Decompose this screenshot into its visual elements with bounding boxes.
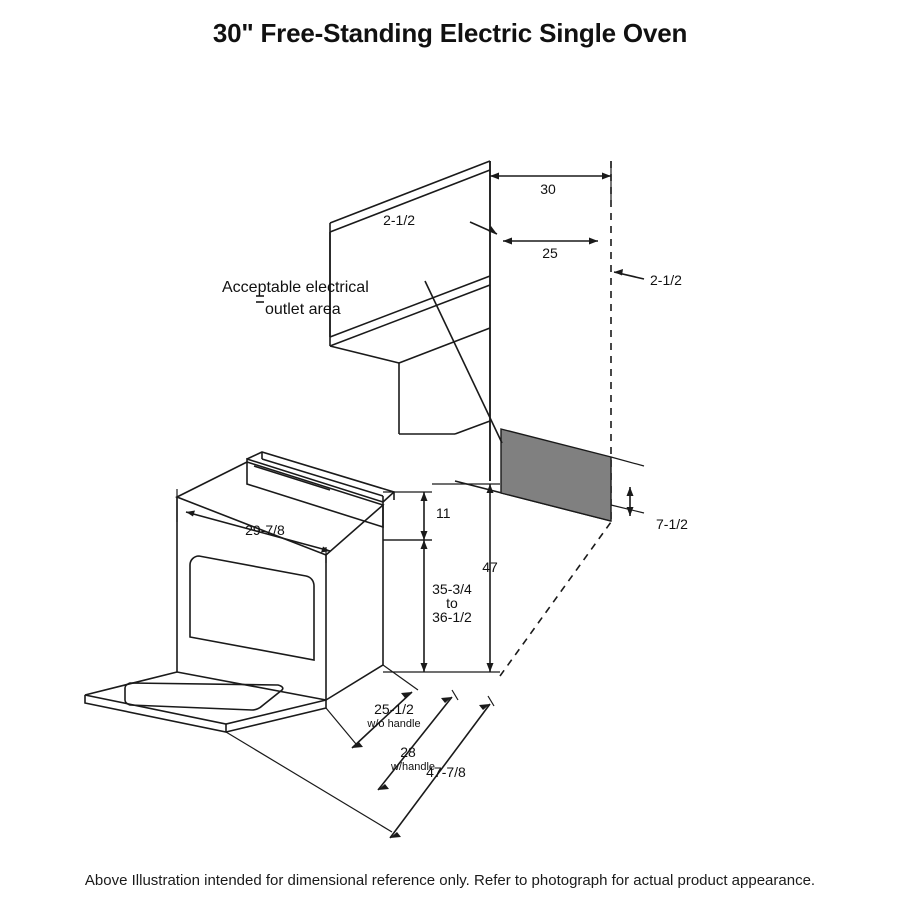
- label-depth-door-open: 47-7/8: [426, 764, 466, 780]
- dim-right-offset-leader: [614, 269, 644, 279]
- dim-cooktop-height: [383, 540, 432, 672]
- label-depth-no-handle-note: w/o handle: [367, 718, 421, 730]
- dim-left-offset-leader: [470, 222, 497, 234]
- label-depth-with-handle: 28: [400, 744, 416, 760]
- label-depth-no-handle: 25-1/2: [374, 701, 414, 717]
- acceptable-outlet-area-shape: [501, 429, 611, 521]
- label-cooktop-height-1: 35-3/4: [432, 581, 472, 597]
- footnote-text: Above Illustration intended for dimensional reference only. Refer to photograph for actual product appearance.: [84, 872, 816, 889]
- label-outlet-callout-line2: outlet area: [265, 301, 341, 318]
- range-body: [85, 452, 394, 732]
- dim-wall-width-inner: [503, 238, 598, 245]
- label-range-width: 29-7/8: [245, 522, 285, 538]
- label-outlet-height: 7-1/2: [656, 516, 688, 532]
- upper-cabinet: [330, 161, 490, 481]
- label-wall-width-inner: 25: [542, 245, 558, 261]
- label-left-offset: 2-1/2: [383, 212, 415, 228]
- label-wall-width-outer: 30: [540, 181, 556, 197]
- dim-outlet-height: [611, 457, 644, 516]
- label-right-offset: 2-1/2: [650, 272, 682, 288]
- label-cooktop-height-3: 36-1/2: [432, 609, 472, 625]
- label-cooktop-height-2: to: [446, 595, 458, 611]
- label-total-height: 47: [482, 559, 498, 575]
- label-depth-with-handle-note: w/handle: [390, 761, 436, 773]
- label-outlet-callout-line1: Acceptable electrical: [222, 279, 369, 296]
- floor-reference-line: [500, 522, 611, 676]
- label-backguard-height: 11: [436, 505, 451, 521]
- page-title: 30" Free-Standing Electric Single Oven: [212, 18, 688, 48]
- dim-backguard-height: [383, 492, 432, 540]
